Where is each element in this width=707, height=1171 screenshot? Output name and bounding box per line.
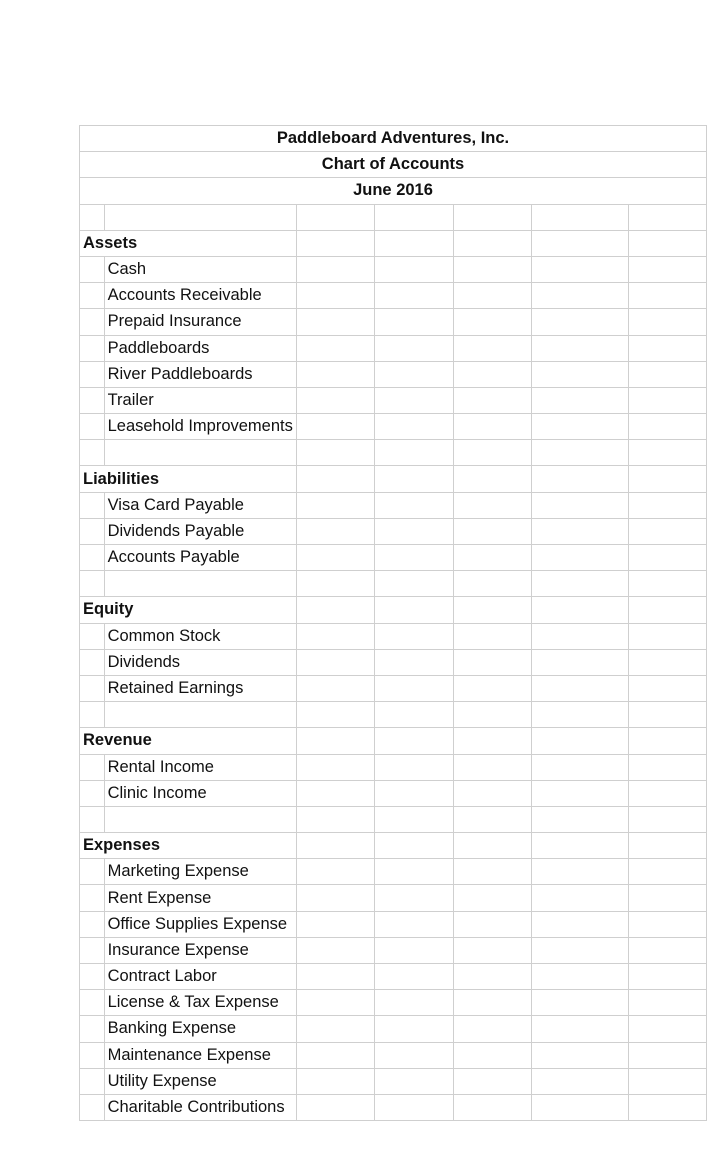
empty-cell[interactable] (453, 230, 531, 256)
empty-cell[interactable] (375, 780, 453, 806)
empty-cell[interactable] (296, 518, 374, 544)
empty-cell[interactable] (80, 309, 105, 335)
empty-cell[interactable] (628, 518, 706, 544)
empty-cell[interactable] (375, 1094, 453, 1120)
account-row (80, 964, 707, 990)
empty-cell[interactable] (80, 780, 105, 806)
empty-cell[interactable] (531, 754, 628, 780)
empty-cell[interactable] (453, 859, 531, 885)
empty-cell[interactable] (296, 833, 374, 859)
empty-cell[interactable] (80, 754, 105, 780)
empty-cell[interactable] (80, 859, 105, 885)
empty-cell[interactable] (453, 728, 531, 754)
empty-cell[interactable] (375, 283, 453, 309)
empty-cell[interactable] (80, 283, 105, 309)
empty-cell[interactable] (375, 649, 453, 675)
blank-row (80, 571, 707, 597)
empty-cell[interactable] (531, 702, 628, 728)
empty-cell[interactable] (80, 937, 105, 963)
account-row (80, 937, 707, 963)
empty-cell[interactable] (531, 283, 628, 309)
empty-cell[interactable] (375, 440, 453, 466)
account-name[interactable]: Retained Earnings (104, 675, 296, 701)
empty-cell[interactable] (628, 806, 706, 832)
empty-cell[interactable] (375, 309, 453, 335)
section-row (80, 597, 707, 623)
empty-cell[interactable] (375, 571, 453, 597)
empty-cell[interactable] (453, 754, 531, 780)
empty-cell[interactable] (628, 990, 706, 1016)
empty-cell[interactable] (296, 1068, 374, 1094)
account-name[interactable]: Maintenance Expense (104, 1042, 296, 1068)
account-row (80, 623, 707, 649)
empty-cell[interactable] (628, 833, 706, 859)
account-name[interactable]: River Paddleboards (104, 361, 296, 387)
empty-cell[interactable] (453, 414, 531, 440)
blank-row (80, 806, 707, 832)
empty-cell[interactable] (531, 1016, 628, 1042)
account-name[interactable]: Leasehold Improvements (104, 414, 296, 440)
company-name[interactable]: Paddleboard Adventures, Inc. (80, 126, 707, 152)
empty-cell[interactable] (453, 1042, 531, 1068)
empty-cell[interactable] (628, 440, 706, 466)
empty-cell[interactable] (628, 361, 706, 387)
empty-cell[interactable] (453, 1068, 531, 1094)
empty-cell[interactable] (453, 256, 531, 282)
empty-cell[interactable] (80, 702, 105, 728)
report-title[interactable]: Chart of Accounts (80, 152, 707, 178)
empty-cell[interactable] (80, 806, 105, 832)
account-name[interactable]: Dividends Payable (104, 518, 296, 544)
empty-cell[interactable] (375, 728, 453, 754)
account-row (80, 990, 707, 1016)
empty-cell[interactable] (453, 964, 531, 990)
section-row (80, 833, 707, 859)
empty-cell[interactable] (296, 911, 374, 937)
empty-cell[interactable] (296, 414, 374, 440)
empty-cell[interactable] (453, 440, 531, 466)
empty-cell[interactable] (628, 937, 706, 963)
empty-cell[interactable] (296, 545, 374, 571)
empty-cell[interactable] (80, 1042, 105, 1068)
account-name[interactable]: Insurance Expense (104, 937, 296, 963)
account-row (80, 885, 707, 911)
empty-cell[interactable] (375, 230, 453, 256)
section-heading[interactable]: Revenue (80, 728, 297, 754)
empty-cell[interactable] (104, 204, 296, 230)
sheet-body (80, 126, 707, 1121)
empty-cell[interactable] (296, 885, 374, 911)
empty-cell[interactable] (375, 702, 453, 728)
account-row (80, 1042, 707, 1068)
empty-cell[interactable] (296, 230, 374, 256)
empty-cell[interactable] (80, 675, 105, 701)
empty-cell[interactable] (531, 649, 628, 675)
empty-cell[interactable] (453, 283, 531, 309)
empty-cell[interactable] (531, 806, 628, 832)
empty-cell[interactable] (375, 754, 453, 780)
account-name[interactable]: Marketing Expense (104, 859, 296, 885)
account-name[interactable]: Accounts Payable (104, 545, 296, 571)
account-name[interactable]: Trailer (104, 387, 296, 413)
empty-cell[interactable] (296, 754, 374, 780)
empty-cell[interactable] (375, 256, 453, 282)
empty-cell[interactable] (375, 859, 453, 885)
empty-cell[interactable] (80, 649, 105, 675)
empty-cell[interactable] (296, 309, 374, 335)
empty-cell[interactable] (531, 361, 628, 387)
empty-cell[interactable] (375, 466, 453, 492)
empty-cell[interactable] (531, 518, 628, 544)
empty-cell[interactable] (375, 964, 453, 990)
empty-cell[interactable] (80, 885, 105, 911)
empty-cell[interactable] (531, 675, 628, 701)
account-row (80, 361, 707, 387)
empty-cell[interactable] (296, 675, 374, 701)
empty-cell[interactable] (628, 1068, 706, 1094)
empty-cell[interactable] (296, 492, 374, 518)
empty-cell[interactable] (628, 859, 706, 885)
empty-cell[interactable] (453, 571, 531, 597)
empty-cell[interactable] (453, 545, 531, 571)
header-row (80, 178, 707, 204)
account-row (80, 256, 707, 282)
empty-cell[interactable] (628, 309, 706, 335)
account-name[interactable]: Rental Income (104, 754, 296, 780)
account-row (80, 780, 707, 806)
empty-cell[interactable] (375, 806, 453, 832)
header-row (80, 126, 707, 152)
empty-cell[interactable] (531, 466, 628, 492)
empty-cell[interactable] (296, 256, 374, 282)
account-row (80, 1068, 707, 1094)
empty-cell[interactable] (296, 780, 374, 806)
empty-cell[interactable] (453, 204, 531, 230)
empty-cell[interactable] (453, 675, 531, 701)
account-row (80, 335, 707, 361)
empty-cell[interactable] (80, 990, 105, 1016)
empty-cell[interactable] (628, 1016, 706, 1042)
empty-cell[interactable] (531, 885, 628, 911)
blank-row (80, 204, 707, 230)
empty-cell[interactable] (531, 728, 628, 754)
empty-cell[interactable] (296, 964, 374, 990)
empty-cell[interactable] (628, 649, 706, 675)
empty-cell[interactable] (628, 545, 706, 571)
empty-cell[interactable] (531, 309, 628, 335)
account-row (80, 387, 707, 413)
empty-cell[interactable] (628, 780, 706, 806)
empty-cell[interactable] (531, 545, 628, 571)
account-name[interactable]: Utility Expense (104, 1068, 296, 1094)
empty-cell[interactable] (453, 597, 531, 623)
empty-cell[interactable] (628, 885, 706, 911)
empty-cell[interactable] (375, 361, 453, 387)
empty-cell[interactable] (296, 859, 374, 885)
empty-cell[interactable] (453, 833, 531, 859)
empty-cell[interactable] (375, 545, 453, 571)
empty-cell[interactable] (296, 387, 374, 413)
empty-cell[interactable] (628, 623, 706, 649)
empty-cell[interactable] (453, 885, 531, 911)
empty-cell[interactable] (296, 728, 374, 754)
empty-cell[interactable] (628, 702, 706, 728)
account-name[interactable]: Visa Card Payable (104, 492, 296, 518)
empty-cell[interactable] (531, 1068, 628, 1094)
blank-row (80, 702, 707, 728)
account-row (80, 754, 707, 780)
empty-cell[interactable] (628, 597, 706, 623)
section-heading[interactable]: Assets (80, 230, 297, 256)
empty-cell[interactable] (296, 806, 374, 832)
empty-cell[interactable] (531, 990, 628, 1016)
empty-cell[interactable] (628, 492, 706, 518)
empty-cell[interactable] (375, 414, 453, 440)
empty-cell[interactable] (375, 623, 453, 649)
empty-cell[interactable] (628, 230, 706, 256)
account-name[interactable]: Banking Expense (104, 1016, 296, 1042)
empty-cell[interactable] (628, 1094, 706, 1120)
account-row (80, 492, 707, 518)
account-name[interactable]: Contract Labor (104, 964, 296, 990)
empty-cell[interactable] (80, 518, 105, 544)
account-name[interactable]: Common Stock (104, 623, 296, 649)
empty-cell[interactable] (296, 1094, 374, 1120)
account-name[interactable]: Accounts Receivable (104, 283, 296, 309)
empty-cell[interactable] (531, 440, 628, 466)
empty-cell[interactable] (453, 780, 531, 806)
empty-cell[interactable] (531, 937, 628, 963)
account-name[interactable]: License & Tax Expense (104, 990, 296, 1016)
empty-cell[interactable] (296, 440, 374, 466)
account-row (80, 911, 707, 937)
empty-cell[interactable] (375, 335, 453, 361)
empty-cell[interactable] (453, 702, 531, 728)
empty-cell[interactable] (375, 204, 453, 230)
empty-cell[interactable] (531, 414, 628, 440)
empty-cell[interactable] (375, 885, 453, 911)
empty-cell[interactable] (80, 335, 105, 361)
empty-cell[interactable] (628, 335, 706, 361)
empty-cell[interactable] (531, 911, 628, 937)
empty-cell[interactable] (296, 937, 374, 963)
account-row (80, 309, 707, 335)
empty-cell[interactable] (375, 597, 453, 623)
empty-cell[interactable] (80, 964, 105, 990)
empty-cell[interactable] (531, 597, 628, 623)
empty-cell[interactable] (628, 911, 706, 937)
chart-of-accounts-sheet (79, 125, 707, 1121)
empty-cell[interactable] (375, 937, 453, 963)
empty-cell[interactable] (375, 492, 453, 518)
empty-cell[interactable] (80, 545, 105, 571)
empty-cell[interactable] (296, 1016, 374, 1042)
empty-cell[interactable] (296, 466, 374, 492)
section-row (80, 466, 707, 492)
section-row (80, 728, 707, 754)
empty-cell[interactable] (80, 911, 105, 937)
empty-cell[interactable] (531, 256, 628, 282)
empty-cell[interactable] (375, 1042, 453, 1068)
account-name[interactable]: Cash (104, 256, 296, 282)
empty-cell[interactable] (296, 990, 374, 1016)
empty-cell[interactable] (453, 1016, 531, 1042)
empty-cell[interactable] (296, 597, 374, 623)
empty-cell[interactable] (453, 990, 531, 1016)
account-name[interactable]: Rent Expense (104, 885, 296, 911)
empty-cell[interactable] (80, 571, 105, 597)
empty-cell[interactable] (628, 964, 706, 990)
empty-cell[interactable] (628, 675, 706, 701)
empty-cell[interactable] (104, 440, 296, 466)
empty-cell[interactable] (628, 754, 706, 780)
account-name[interactable]: Paddleboards (104, 335, 296, 361)
section-heading[interactable]: Expenses (80, 833, 297, 859)
empty-cell[interactable] (453, 518, 531, 544)
empty-cell[interactable] (531, 780, 628, 806)
empty-cell[interactable] (375, 675, 453, 701)
empty-cell[interactable] (80, 204, 105, 230)
empty-cell[interactable] (80, 492, 105, 518)
empty-cell[interactable] (296, 204, 374, 230)
empty-cell[interactable] (453, 492, 531, 518)
empty-cell[interactable] (628, 387, 706, 413)
empty-cell[interactable] (80, 623, 105, 649)
empty-cell[interactable] (296, 361, 374, 387)
empty-cell[interactable] (531, 964, 628, 990)
empty-cell[interactable] (628, 571, 706, 597)
account-row (80, 283, 707, 309)
section-heading[interactable]: Equity (80, 597, 297, 623)
empty-cell[interactable] (531, 1042, 628, 1068)
account-name[interactable]: Prepaid Insurance (104, 309, 296, 335)
empty-cell[interactable] (296, 283, 374, 309)
empty-cell[interactable] (375, 833, 453, 859)
account-row (80, 545, 707, 571)
empty-cell[interactable] (628, 466, 706, 492)
section-row (80, 230, 707, 256)
account-row (80, 414, 707, 440)
empty-cell[interactable] (104, 806, 296, 832)
empty-cell[interactable] (80, 361, 105, 387)
empty-cell[interactable] (104, 702, 296, 728)
empty-cell[interactable] (531, 204, 628, 230)
empty-cell[interactable] (80, 1016, 105, 1042)
report-period[interactable]: June 2016 (80, 178, 707, 204)
account-row (80, 649, 707, 675)
empty-cell[interactable] (453, 623, 531, 649)
empty-cell[interactable] (531, 335, 628, 361)
empty-cell[interactable] (80, 440, 105, 466)
empty-cell[interactable] (628, 283, 706, 309)
empty-cell[interactable] (375, 518, 453, 544)
account-row (80, 518, 707, 544)
empty-cell[interactable] (80, 414, 105, 440)
header-row (80, 152, 707, 178)
empty-cell[interactable] (453, 361, 531, 387)
empty-cell[interactable] (375, 911, 453, 937)
empty-cell[interactable] (531, 859, 628, 885)
account-name[interactable]: Charitable Contributions (104, 1094, 296, 1120)
empty-cell[interactable] (453, 466, 531, 492)
empty-cell[interactable] (375, 387, 453, 413)
empty-cell[interactable] (628, 414, 706, 440)
empty-cell[interactable] (296, 649, 374, 675)
empty-cell[interactable] (453, 309, 531, 335)
empty-cell[interactable] (628, 256, 706, 282)
account-name[interactable]: Office Supplies Expense (104, 911, 296, 937)
empty-cell[interactable] (453, 335, 531, 361)
account-row (80, 675, 707, 701)
account-name[interactable]: Dividends (104, 649, 296, 675)
empty-cell[interactable] (296, 623, 374, 649)
account-row (80, 1016, 707, 1042)
empty-cell[interactable] (296, 335, 374, 361)
empty-cell[interactable] (80, 1094, 105, 1120)
empty-cell[interactable] (453, 911, 531, 937)
empty-cell[interactable] (628, 728, 706, 754)
account-row (80, 859, 707, 885)
empty-cell[interactable] (531, 833, 628, 859)
empty-cell[interactable] (296, 571, 374, 597)
empty-cell[interactable] (531, 571, 628, 597)
empty-cell[interactable] (628, 1042, 706, 1068)
empty-cell[interactable] (531, 623, 628, 649)
section-heading[interactable]: Liabilities (80, 466, 297, 492)
empty-cell[interactable] (628, 204, 706, 230)
empty-cell[interactable] (531, 492, 628, 518)
empty-cell[interactable] (296, 702, 374, 728)
blank-row (80, 440, 707, 466)
empty-cell[interactable] (453, 1094, 531, 1120)
empty-cell[interactable] (375, 1068, 453, 1094)
empty-cell[interactable] (531, 1094, 628, 1120)
empty-cell[interactable] (453, 387, 531, 413)
account-name[interactable]: Clinic Income (104, 780, 296, 806)
empty-cell[interactable] (531, 387, 628, 413)
empty-cell[interactable] (104, 571, 296, 597)
empty-cell[interactable] (375, 990, 453, 1016)
empty-cell[interactable] (531, 230, 628, 256)
empty-cell[interactable] (453, 937, 531, 963)
empty-cell[interactable] (80, 256, 105, 282)
empty-cell[interactable] (453, 806, 531, 832)
empty-cell[interactable] (80, 387, 105, 413)
account-row (80, 1094, 707, 1120)
empty-cell[interactable] (453, 649, 531, 675)
empty-cell[interactable] (296, 1042, 374, 1068)
empty-cell[interactable] (375, 1016, 453, 1042)
empty-cell[interactable] (80, 1068, 105, 1094)
